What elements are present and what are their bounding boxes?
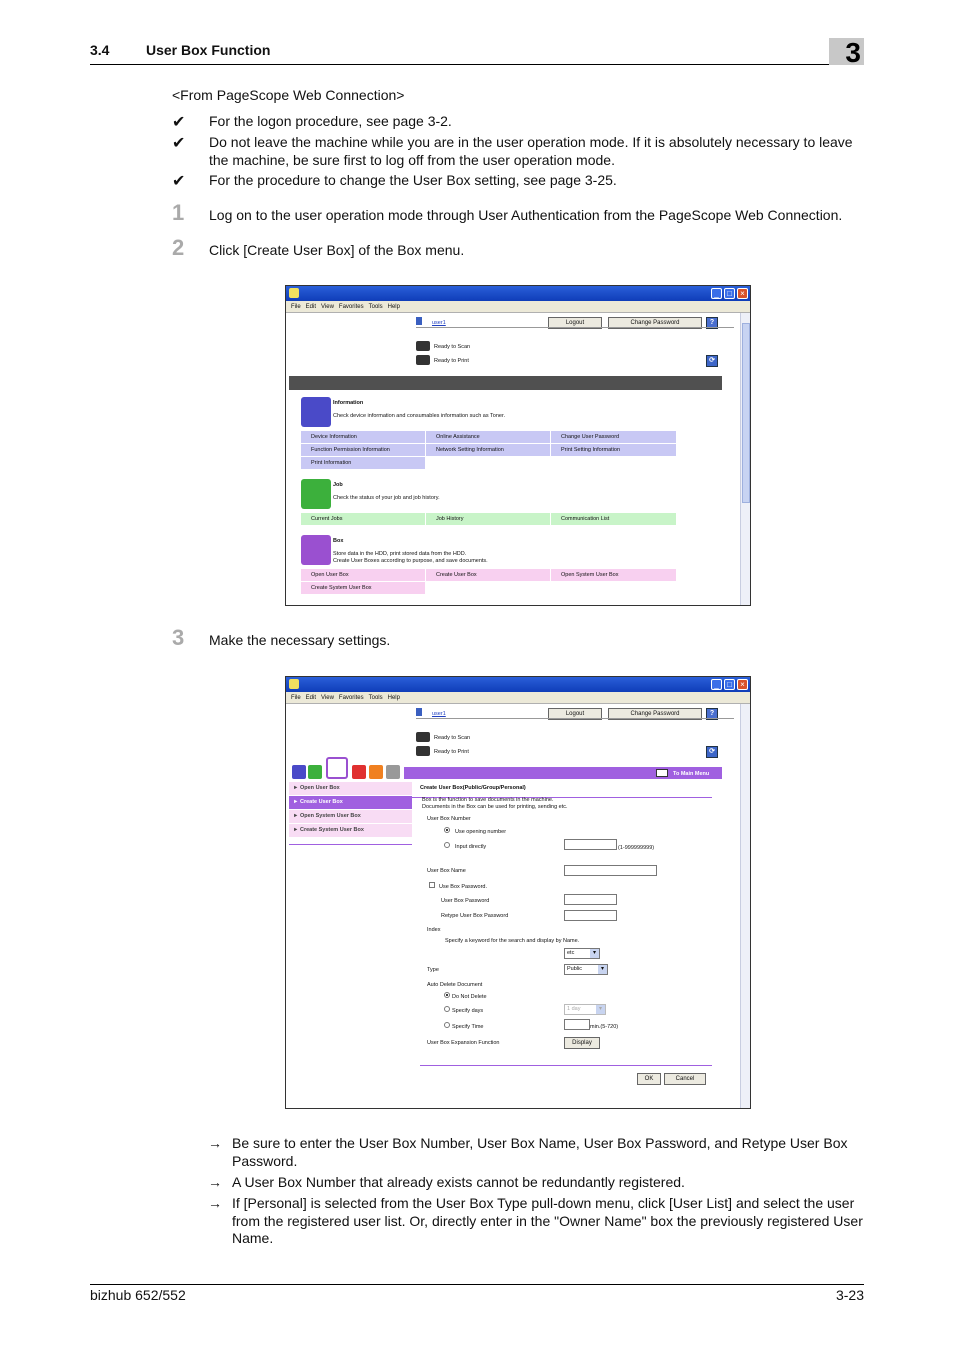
box-open-system-user-box[interactable]: Open System User Box [551, 569, 676, 581]
box-icon [301, 535, 331, 565]
information-title: Information [333, 400, 364, 406]
user-name[interactable]: user1 [432, 320, 446, 326]
job-current-jobs[interactable]: Current Jobs [301, 513, 425, 525]
maximize-icon[interactable]: □ [724, 288, 735, 299]
check-item: For the procedure to change the User Box setting, see page 3-25. [209, 172, 617, 188]
ready-print-text: Ready to Print [434, 358, 469, 364]
menu-file[interactable]: File [291, 304, 301, 310]
side-divider [289, 844, 412, 845]
close-icon[interactable]: × [737, 288, 748, 299]
logout-button[interactable]: Logout [548, 317, 602, 329]
minimize-icon[interactable]: _ [711, 288, 722, 299]
type-select-value: Public [567, 966, 582, 972]
check-item: Do not leave the machine while you are in the user operation mode. If it is absolutely necessary to leave the machine, be sure first to log off from the user operation mode. [209, 134, 853, 168]
specify-days-radio[interactable] [444, 1006, 450, 1012]
specify-time-label: Specify Time [452, 1024, 484, 1030]
logout-button[interactable]: Logout [548, 708, 602, 720]
menu-help[interactable]: Help [387, 695, 400, 701]
maximize-icon[interactable]: □ [724, 679, 735, 690]
divider [416, 718, 734, 719]
printer-icon [416, 746, 430, 756]
form-desc-1: Box is the function to save documents in the machine. [422, 797, 554, 803]
menu-view[interactable]: View [321, 695, 334, 701]
type-label: Type [427, 967, 439, 973]
main-menu-icon [656, 769, 668, 777]
note-item: If [Personal] is selected from the User Box Type pull-down menu, click [User List] and select the user from the registered user list. Or, directly enter in the "Owner Name" box the previously registered User Name. [232, 1195, 863, 1246]
minimize-icon[interactable]: _ [711, 679, 722, 690]
chevron-down-icon: ▾ [596, 1005, 605, 1014]
use-password-label: Use Box Password. [439, 884, 487, 890]
info-network-setting[interactable]: Network Setting Information [426, 444, 550, 456]
close-icon[interactable]: × [737, 679, 748, 690]
retype-password-input[interactable] [564, 910, 617, 921]
auto-delete-label: Auto Delete Document [427, 982, 483, 988]
expansion-label: User Box Expansion Function [427, 1040, 500, 1046]
side-open-system-user-box-label: Open System User Box [299, 813, 361, 819]
scroll-thumb[interactable] [742, 323, 750, 503]
check-icon: ✔ [172, 173, 186, 190]
user-icon [416, 317, 422, 325]
index-desc: Specify a keyword for the search and display by Name. [445, 938, 580, 944]
check-icon: ✔ [172, 135, 186, 152]
display-button[interactable]: Display [564, 1037, 600, 1049]
scanner-icon [416, 341, 430, 351]
side-create-user-box-label: Create User Box [299, 799, 343, 805]
box-desc-1: Store data in the HDD, print stored data from the HDD. [333, 551, 467, 557]
side-create-system-user-box[interactable]: ► Create System User Box [289, 824, 412, 837]
header-rule [90, 64, 864, 65]
info-print-information[interactable]: Print Information [301, 457, 425, 469]
days-select-value: 1 day [567, 1006, 581, 1012]
info-online-assistance[interactable]: Online Assistance [426, 431, 550, 443]
arrow-icon: → [208, 1174, 222, 1190]
index-select[interactable] [564, 948, 600, 959]
side-create-user-box[interactable]: ► Create User Box [289, 796, 412, 809]
title-bar [286, 677, 750, 692]
menu-favorites[interactable]: Favorites [338, 695, 364, 701]
ready-print-text: Ready to Print [434, 749, 469, 755]
step-number: 3 [172, 625, 185, 650]
footer-page: 3-23 [835, 1287, 864, 1303]
user-name[interactable]: user1 [432, 711, 446, 717]
use-password-checkbox[interactable] [429, 882, 435, 888]
job-history[interactable]: Job History [426, 513, 550, 525]
input-directly-radio[interactable] [444, 842, 450, 848]
refresh-icon[interactable]: ⟳ [706, 746, 718, 758]
information-desc: Check device information and consumables information such as Toner. [333, 413, 506, 419]
menu-edit[interactable]: Edit [305, 695, 317, 701]
step-number: 2 [172, 235, 185, 260]
change-password-button[interactable]: Change Password [608, 708, 702, 720]
specify-days-label: Specify days [452, 1008, 484, 1014]
user-icon [416, 708, 422, 716]
menu-file[interactable]: File [291, 695, 301, 701]
arrow-icon: → [208, 1195, 222, 1211]
section-number: 3.4 [90, 42, 110, 58]
printer-icon [416, 355, 430, 365]
source-label: <From PageScope Web Connection> [172, 87, 405, 103]
step-number: 1 [172, 200, 185, 225]
job-communication-list[interactable]: Communication List [551, 513, 676, 525]
time-input[interactable] [564, 1019, 590, 1030]
information-icon [301, 397, 331, 427]
note-item: Be sure to enter the User Box Number, User Box Name, User Box Password, and Retype User Box Password. [232, 1135, 848, 1169]
menu-view[interactable]: View [321, 304, 334, 310]
info-device-information[interactable]: Device Information [301, 431, 425, 443]
box-number-label: User Box Number [427, 816, 471, 822]
index-select-value: etc [567, 950, 575, 956]
check-item: For the logon procedure, see page 3-2. [209, 113, 452, 129]
menu-tools[interactable]: Tools [368, 304, 383, 310]
browser-logo-icon [289, 288, 299, 298]
scrollbar[interactable] [740, 704, 750, 1108]
menu-bar [286, 692, 750, 704]
box-open-user-box[interactable]: Open User Box [301, 569, 425, 581]
input-directly-label: Input directly [455, 844, 487, 850]
help-button[interactable]: ? [706, 708, 718, 720]
job-title: Job [333, 482, 343, 488]
form-footer-rule [420, 1065, 712, 1066]
info-function-permission[interactable]: Function Permission Information [301, 444, 425, 456]
menu-bar [286, 301, 750, 313]
menu-favorites[interactable]: Favorites [338, 304, 364, 310]
ready-scan-text: Ready to Scan [434, 344, 471, 350]
do-not-delete-label: Do Not Delete [452, 994, 487, 1000]
scanner-icon [416, 732, 430, 742]
box-name-label: User Box Name [427, 868, 466, 874]
box-create-user-box[interactable]: Create User Box [426, 569, 550, 581]
footer-product: bizhub 652/552 [90, 1287, 186, 1303]
box-number-input[interactable] [564, 839, 617, 850]
index-label: Index [427, 927, 441, 933]
password-input[interactable] [564, 894, 617, 905]
side-open-user-box[interactable]: ► Open User Box [289, 782, 412, 795]
tab-network-icon[interactable] [386, 765, 400, 779]
browser-logo-icon [289, 679, 299, 689]
side-create-system-user-box-label: Create System User Box [299, 827, 364, 833]
days-select[interactable] [564, 1004, 606, 1015]
menu-edit[interactable]: Edit [305, 304, 317, 310]
step-text: Make the necessary settings. [209, 632, 391, 648]
menu-tools[interactable]: Tools [368, 695, 383, 701]
info-change-user-password[interactable]: Change User Password [551, 431, 676, 443]
to-main-menu-link[interactable]: To Main Menu [673, 771, 710, 777]
menu-help[interactable]: Help [387, 304, 400, 310]
do-not-delete-radio[interactable] [444, 992, 450, 998]
box-name-input[interactable] [564, 865, 657, 876]
footer-rule [90, 1284, 864, 1285]
number-range: (1-999999999) [618, 845, 655, 851]
tab-job-icon[interactable] [308, 765, 322, 779]
divider [416, 327, 734, 328]
side-open-system-user-box[interactable]: ► Open System User Box [289, 810, 412, 823]
section-title: User Box Function [146, 42, 271, 58]
use-opening-radio[interactable] [444, 827, 450, 833]
type-select[interactable] [564, 964, 608, 975]
chevron-down-icon: ▾ [598, 965, 607, 974]
job-desc: Check the status of your job and job history. [333, 495, 440, 501]
password-label: User Box Password [441, 898, 490, 904]
check-icon: ✔ [172, 114, 186, 131]
tab-store-address-icon[interactable] [369, 765, 383, 779]
refresh-icon[interactable]: ⟳ [706, 355, 718, 367]
header-band [289, 376, 722, 390]
use-opening-label: Use opening number [455, 829, 507, 835]
specify-time-radio[interactable] [444, 1022, 450, 1028]
step-text: Click [Create User Box] of the Box menu. [209, 242, 465, 258]
scrollbar[interactable] [740, 313, 750, 605]
side-open-user-box-label: Open User Box [299, 785, 340, 791]
tab-print-icon[interactable] [352, 765, 366, 779]
ok-button[interactable]: OK [637, 1073, 661, 1085]
time-range: min.(5-720) [590, 1024, 619, 1030]
tab-box-icon[interactable] [326, 757, 348, 779]
box-create-system-user-box[interactable]: Create System User Box [301, 582, 425, 594]
box-title: Box [333, 538, 344, 544]
note-item: A User Box Number that already exists cannot be redundantly registered. [232, 1174, 685, 1190]
browser-window-main-menu [285, 285, 751, 606]
job-icon [301, 479, 331, 509]
chapter-badge [829, 37, 864, 68]
retype-label: Retype User Box Password [441, 913, 509, 919]
box-desc-2: Create User Boxes according to purpose, and save documents. [333, 558, 488, 564]
browser-window-create-user-box [285, 676, 751, 1109]
ready-scan-text: Ready to Scan [434, 735, 471, 741]
chapter-number: 3 [845, 37, 861, 68]
chevron-down-icon: ▾ [590, 949, 599, 958]
form-desc-2: Documents in the Box can be used for printing, sending etc. [422, 804, 568, 810]
info-print-setting[interactable]: Print Setting Information [551, 444, 676, 456]
tab-information-icon[interactable] [292, 765, 306, 779]
step-text: Log on to the user operation mode through User Authentication from the PageScope Web Connection. [209, 207, 843, 223]
title-bar [286, 286, 750, 301]
form-title: Create User Box(Public/Group/Personal) [420, 785, 526, 791]
cancel-button[interactable]: Cancel [664, 1073, 706, 1085]
arrow-icon: → [208, 1135, 222, 1151]
help-button[interactable]: ? [706, 317, 718, 329]
change-password-button[interactable]: Change Password [608, 317, 702, 329]
